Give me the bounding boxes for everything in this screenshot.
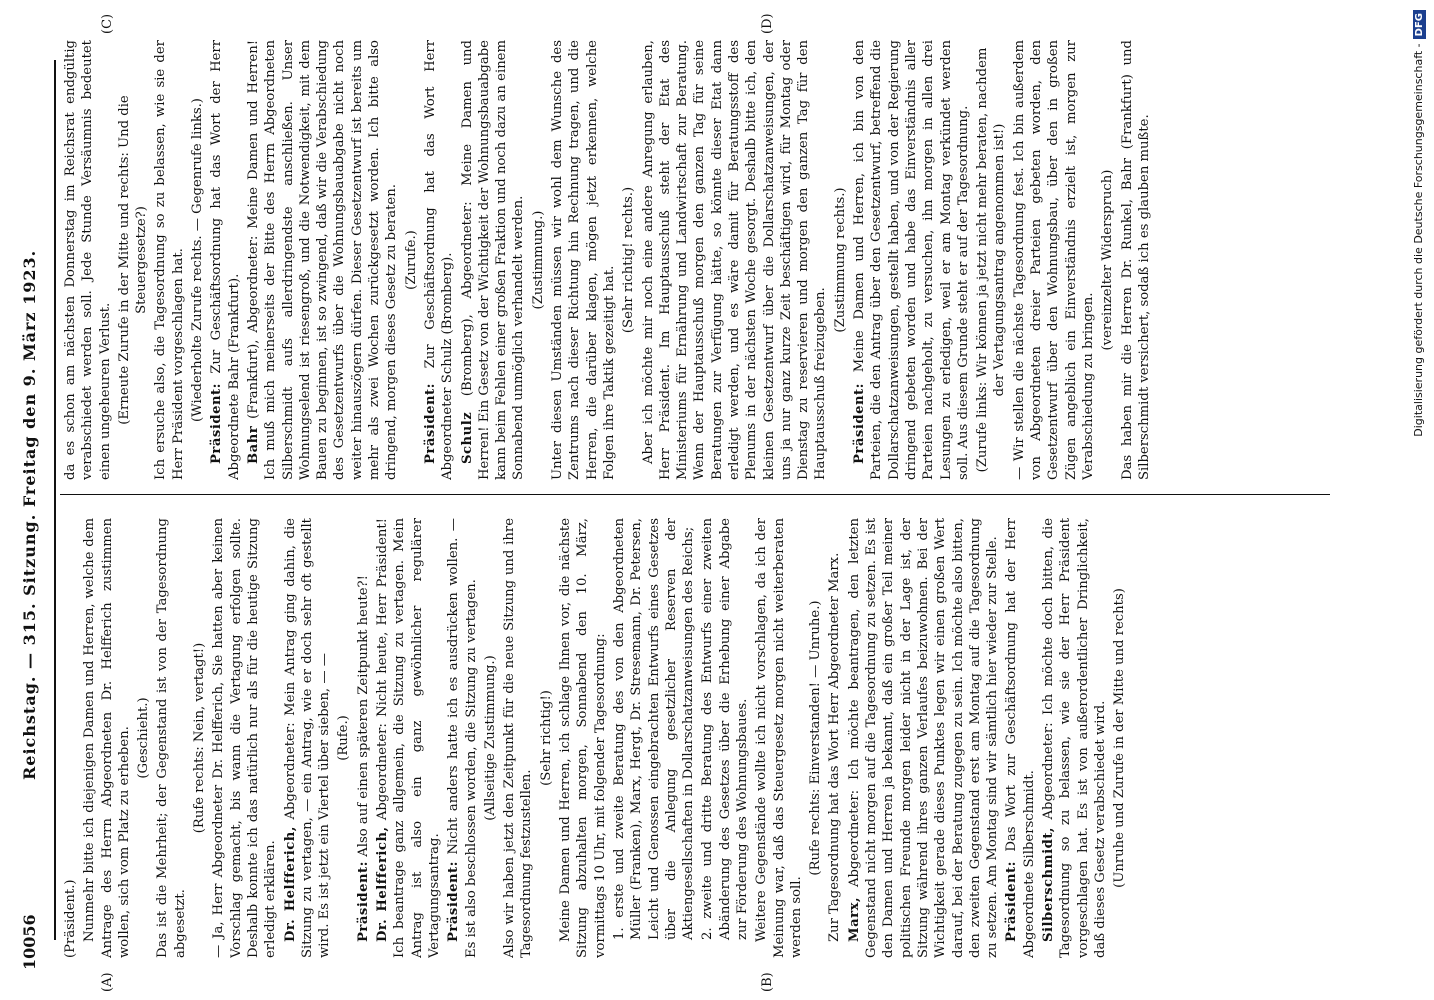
interjection: (Sehr richtig! rechts.) [621,186,637,334]
speech [1040,518,1109,958]
speaker-name: Bahr [245,425,261,464]
speaker-name: Dr. Helfferich, [282,826,298,942]
paragraph: Nunmehr bitte ich diejenigen Damen und Herren, welche dem Antrage des Herrn Abgeordneten Dr. Helfferich zustimmen wollen, sich vom Platz zu erheben. [82,518,132,958]
speech [851,40,972,480]
interjection: (Erneute Zurufe in der Mitte und rechts: Und die Steuergesetze?) [116,95,150,425]
speaker-name: Dr. Helfferich, [375,826,391,942]
paragraph: Weitere Gegenstände wollte ich nicht vorschlagen, da ich der Meinung war, daß das Steuergesetz morgen nicht weiterberaten werden soll. [754,518,804,958]
speech-text: Also auf einen späteren Zeitpunkt heute?! [355,575,371,857]
margin-marker-c: (C) [100,13,115,34]
interjection: (Zurufe.) [403,230,419,290]
paragraph: Ich ersuche also, die Tagesordnung so zu belassen, wie sie der Herr Präsident vorgeschlagen hat. [153,40,186,480]
interjection: (Unruhe und Zurufe in der Mitte und rechts) [1112,588,1128,888]
speech [355,518,372,958]
paragraph: (Präsident.) [63,879,78,958]
speaker-name: Präsident: [852,382,868,464]
speaker-name: Präsident: [422,382,438,464]
paragraph: — Wir stellen die nächste Tagesordnung fest. Ich bin außerdem von Abgeordneten dreier Parteien gebeten worden, den Gesetzentwurf über den Wohnungsbau, über den in großen Zügen angeblich ein Einverständnis erzielt ist, morgen zur Verabschiedung zu bringen. [1011,40,1096,480]
speech [282,518,334,958]
speech-text: Zur Geschäftsordnung hat das Wort der Herr Abgeordnete Bahr (Frankfurt). [209,40,242,480]
interjection: (vereinzelter Widerspruch) [1100,169,1116,351]
speech [846,518,1002,958]
speech [445,518,480,958]
speech [245,40,401,480]
paragraph: Zur Tagesordnung hat das Wort Herr Abgeordneter Marx. [827,552,843,942]
paragraph: da es schon am nächsten Donnerstag im Reichsrat endgültig verabschiedet werden soll. Jede Stunde Versäumnis bedeutet einen ungeheuren Verlust. [63,40,113,480]
paragraph: — Ja, Herr Abgeordneter Dr. Helfferich, Sie hatten aber keinen Vorschlag gemacht, bis wann die Vertagung erfolgen sollte. Deshalb konnte ich das natürlich nur als für die heutige Sitzung erledigt erklären. [211,518,279,958]
speech-text: Das Wort zur Geschäftsordnung hat der Herr Abgeordnete Silberschmidt. [1004,518,1037,958]
margin-marker-a: (A) [100,972,115,992]
speech-text: Nicht anders hatte ich es ausdrücken wollen. — Es ist also beschlossen worden, die Sitzung zu vertagen. [446,518,479,958]
right-column [62,40,1332,480]
speech [374,518,443,958]
credit-text: Digitalisierung gefördert durch die Deutsche Forschungsgemeinschaft - [1412,43,1425,437]
speaker-name: Präsident: [446,860,462,942]
speech [459,40,528,480]
interjection: (Zustimmung.) [530,210,546,310]
speech-text: Abgeordneter: Nicht heute, Herr Präsident! Ich beantrage ganz allgemein, die Sitzung zu vertagen. Mein Antrag ist also ein ganz gewöhnlicher regulärer Vertagungsantrag. [375,518,442,958]
paragraph: Aber ich möchte mir noch eine andere Anregung erlauben, Herr Präsident. Im Hauptausschuß steht der Etat des Ministeriums für Ernährung und Landwirtschaft zur Beratung. Wenn der Hauptausschuß morgen den ganzen Tag für seine Beratungen zur Verfügung hätte, so könnte dieser Etat dann erledigt werden, und es wäre damit für Beratungsstoff des Plenums in der nächsten Woche gesorgt. Deshalb bitte ich, den kleinen Gesetzentwurf über die Dollarschatzanweisungen, der uns ja nur ganz kurze Zeit beschäftigen wird, für Montag oder Dienstag zu reservieren und morgen den ganzen Tag für den Hauptausschuß freizugeben. [640,40,829,480]
page-header [8,0,48,970]
speaker-name: Silberschmidt, [1041,826,1057,942]
speech-text: (Frankfurt), Abgeordneter: Meine Damen und Herren! Ich muß mich meinerseits der Bitte des Herrn Abgeordneten Silberschmidt aufs allerdringendste anschließen. Unser Wohnungselend ist riesengroß, und die Notwendigkeit, mit dem Bauen zu beginnen, ist so zwingend, daß wir die Verabschiedung des Gesetzentwurfs über die Wohnungsbauabgabe nicht noch weiter hinauszögern dürfen. Dieser Gesetzentwurf ist bereits um mehr als zwei Wochen zurückgesetzt worden. Ich bitte also dringend, morgen dieses Gesetz zu beraten. [245,40,400,480]
speech-text: (Bromberg), Abgeordneter: Meine Damen und Herren! Ein Gesetz von der Wichtigkeit der Wohnungsbauabgabe kann beim Fehlen einer großen Fraktion und noch dazu an einem Sonnabend unmöglich verhandelt werden. [459,40,527,480]
interjection: (Zustimmung rechts.) [832,187,848,333]
speech-text: Abgeordneter: Ich möchte beantragen, den letzten Gegenstand nicht morgen auf die Tagesordnung zu setzen. Es ist den Damen und Herren ja bekannt, daß ein großer Teil meiner politischen Freunde morgen leider nicht in der Lage ist, der Sitzung während ihres ganzen Verlaufes beizuwohnen. Bei der Wichtigkeit gerade dieses Punktes legen wir einen großen Wert darauf, bei der Beratung zugegen zu sein. Ich möchte also bitten, den zweiten Gegenstand erst am Montag auf die Tagesordnung zu setzen. Am Montag sind wir sämtlich hier wieder zur Stelle. [846,518,1001,958]
digitization-credit [1412,0,1432,1000]
interjection: (Allseitige Zustimmung.) [482,655,498,821]
interjection: (Wiederholte Zurufe rechts. — Gegenrufe links.) [190,98,206,422]
margin-marker-b: (B) [760,972,775,992]
margin-marker-d: (D) [760,13,775,34]
paragraph: Das ist die Mehrheit; der Gegenstand ist von der Tagesordnung abgesetzt. [155,518,188,958]
speaker-name: Präsident: [355,860,371,942]
interjection: (Zurufe links: Wir können ja jetzt nicht mehr beraten, nachdem der Vertagungsantrag angenommen ist!) [975,47,1008,473]
speaker-name: Schulz [459,411,475,464]
header-rule [54,60,56,940]
paragraph: Meine Damen und Herren, ich schlage Ihnen vor, die nächste Sitzung abzuhalten morgen, Sonnabend den 10. März, vormittags 10 Uhr, mit folgender Tagesordnung: [558,518,608,958]
left-column [62,518,1332,958]
speech [208,40,243,480]
agenda-item: 1. erste und zweite Beratung des von den Abgeordneten Müller (Franken), Marx, Hergt, Dr. Stresemann, Dr. Petersen, Leicht und Genossen eingebrachten Entwurfs eines Gesetzes über die Anlegung gesetzlicher Reserven der Aktiengesellschaften in Dollarschatzanweisungen des Reichs; [611,518,697,940]
speaker-name: Präsident: [209,382,225,464]
interjection: (Rufe rechts: Einverstanden! — Unruhe.) [808,600,824,876]
speech [1003,518,1038,958]
agenda-item: 2. zweite und dritte Beratung des Entwurfs einer zweiten Abänderung des Gesetzes über die Erhebung einer Abgabe zur Förderung des Wohnungsbaues. [700,518,750,940]
speech [422,40,457,480]
interjection: (Rufe rechts: Nein, vertagt!) [192,642,208,834]
page-number: 10056 [20,914,39,970]
page-title: Reichstag. — 315. Sitzung. Freitag den 9. März 1923. [20,249,39,780]
speech-text: Meine Damen und Herren, ich bin von den Parteien, die den Antrag über den Gesetzentwurf, betreffend die Dollarschatzanweisungen, gestellt haben, und von der Regierung dringend gebeten worden und habe das Einverständnis aller Parteien nachgeholt, zu versuchen, ihn morgen in allen drei Lesungen zu erledigen, weil er am Montag verkündet werden soll. Aus diesem Grunde steht er auf der Tagesordnung. [852,40,971,480]
speaker-name: Präsident: [1004,860,1020,942]
interjection: (Geschieht.) [136,697,152,779]
speaker-name: Marx, [846,896,862,942]
paragraph: Also wir haben jetzt den Zeitpunkt für die neue Sitzung und ihre Tagesordnung festzustellen. [502,518,535,958]
column-rule [60,494,1330,495]
speech-text: Abgeordneter: Ich möchte doch bitten, die Tagesordnung so zu belassen, wie sie der Herr Präsident vorgeschlagen hat. Es ist von außerordentlicher Dringlichkeit, daß dieses Gesetz verabschiedet wird. [1041,518,1108,958]
paragraph: Unter diesen Umständen müssen wir wohl dem Wunsche des Zentrums nach dieser Richtung hin Rechnung tragen, und die Herren, die darüber klagen, mögen jetzt erkennen, welche Folgen ihre Taktik gezeitigt hat. [550,40,617,480]
interjection: (Rufe.) [336,715,352,761]
paragraph: Das haben mir die Herren Dr. Runkel, Bahr (Frankfurt) und Silberschmidt versichert, sodaß ich es glauben mußte. [1119,40,1152,480]
interjection: (Sehr richtig!) [538,690,554,786]
speech-text: Zur Geschäftsordnung hat das Wort Herr Abgeordneter Schulz (Bromberg). [422,40,456,480]
speech-text: Abgeordneter: Mein Antrag ging dahin, die Sitzung zu vertagen, — ein Antrag, wie er doch sehr oft gestellt wird. Es ist jetzt ein Viertel über sieben, — — [282,518,333,958]
dfg-logo: DFG [1413,10,1426,39]
